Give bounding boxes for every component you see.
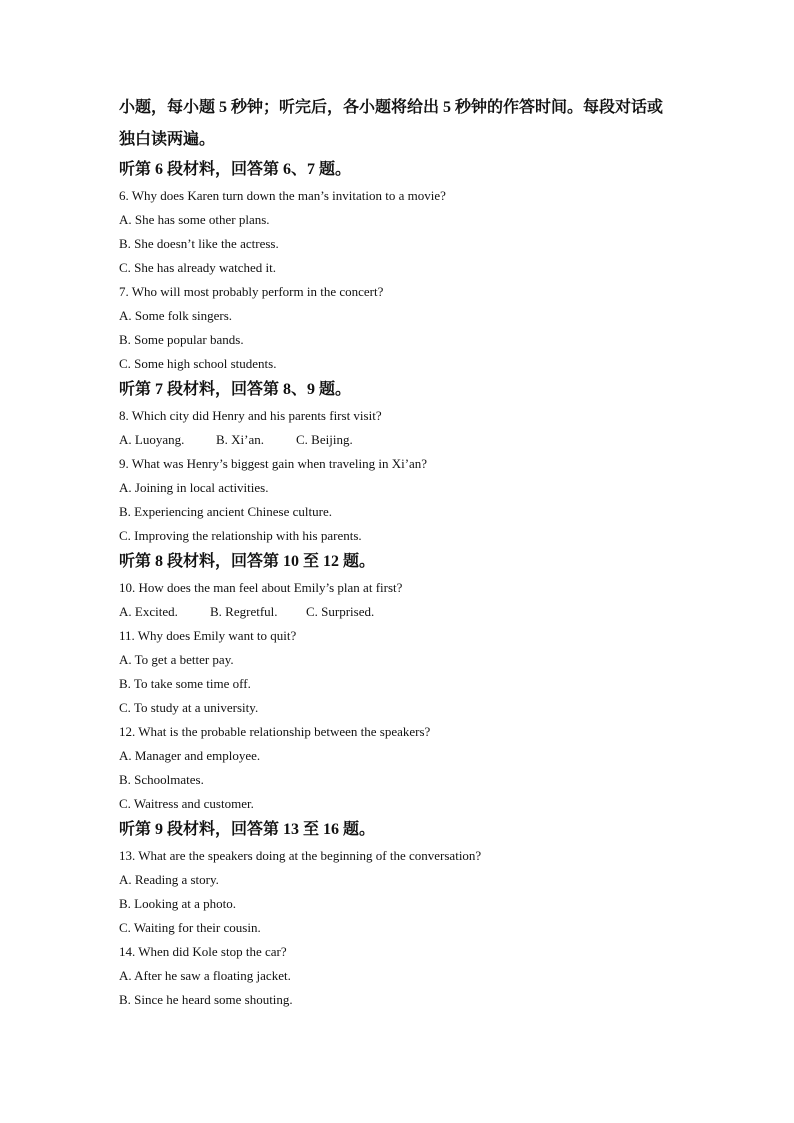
- q10-options: [119, 600, 699, 624]
- q10-option-b: B. Regretful.: [210, 604, 278, 619]
- q6-option-c: C. She has already watched it.: [119, 260, 277, 275]
- q13-option-a: A. Reading a story.: [119, 872, 219, 887]
- q11-option-a: A. To get a better pay.: [119, 652, 234, 667]
- q14-option-a: A. After he saw a floating jacket.: [119, 968, 291, 983]
- question-12: 12. What is the probable relationship between the speakers?: [119, 724, 431, 739]
- question-10: 10. How does the man feel about Emily’s plan at first?: [119, 580, 403, 595]
- question-6: 6. Why does Karen turn down the man’s invitation to a movie?: [119, 188, 446, 203]
- q8-option-c: C. Beijing.: [296, 432, 353, 447]
- section-title-8: 听第 8 段材料，回答第 10 至 12 题。: [119, 553, 376, 570]
- q9-option-c: C. Improving the relationship with his parents.: [119, 528, 362, 543]
- question-7: 7. Who will most probably perform in the concert?: [119, 284, 384, 299]
- question-11: 11. Why does Emily want to quit?: [119, 628, 297, 643]
- question-13: 13. What are the speakers doing at the beginning of the conversation?: [119, 848, 482, 863]
- q11-option-b: B. To take some time off.: [119, 676, 251, 691]
- q8-option-a: A. Luoyang.: [119, 432, 185, 447]
- intro-line-2: 独白读两遍。: [119, 131, 216, 148]
- q8-options: [119, 428, 699, 452]
- section-title-6: 听第 6 段材料，回答第 6、7 题。: [119, 161, 352, 178]
- section-title-9: 听第 9 段材料，回答第 13 至 16 题。: [119, 821, 376, 838]
- q13-option-c: C. Waiting for their cousin.: [119, 920, 261, 935]
- q8-option-b: B. Xi’an.: [216, 432, 265, 447]
- question-8: 8. Which city did Henry and his parents first visit?: [119, 408, 382, 423]
- question-9: 9. What was Henry’s biggest gain when traveling in Xi’an?: [119, 456, 428, 471]
- q9-option-a: A. Joining in local activities.: [119, 480, 269, 495]
- q7-option-b: B. Some popular bands.: [119, 332, 244, 347]
- section-title-7: 听第 7 段材料，回答第 8、9 题。: [119, 381, 352, 398]
- q12-option-a: A. Manager and employee.: [119, 748, 261, 763]
- q7-option-a: A. Some folk singers.: [119, 308, 233, 323]
- intro-line-1: 小题，每小题 5 秒钟；听完后，各小题将给出 5 秒钟的作答时间。每段对话或: [119, 99, 664, 116]
- q10-option-c: C. Surprised.: [306, 604, 375, 619]
- question-14: 14. When did Kole stop the car?: [119, 944, 287, 959]
- q9-option-b: B. Experiencing ancient Chinese culture.: [119, 504, 332, 519]
- q14-option-b: B. Since he heard some shouting.: [119, 992, 293, 1007]
- q6-option-b: B. She doesn’t like the actress.: [119, 236, 279, 251]
- q12-option-b: B. Schoolmates.: [119, 772, 204, 787]
- q12-option-c: C. Waitress and customer.: [119, 796, 254, 811]
- q13-option-b: B. Looking at a photo.: [119, 896, 236, 911]
- q11-option-c: C. To study at a university.: [119, 700, 259, 715]
- q10-option-a: A. Excited.: [119, 604, 178, 619]
- exam-page: [119, 92, 699, 1012]
- q6-option-a: A. She has some other plans.: [119, 212, 270, 227]
- q7-option-c: C. Some high school students.: [119, 356, 277, 371]
